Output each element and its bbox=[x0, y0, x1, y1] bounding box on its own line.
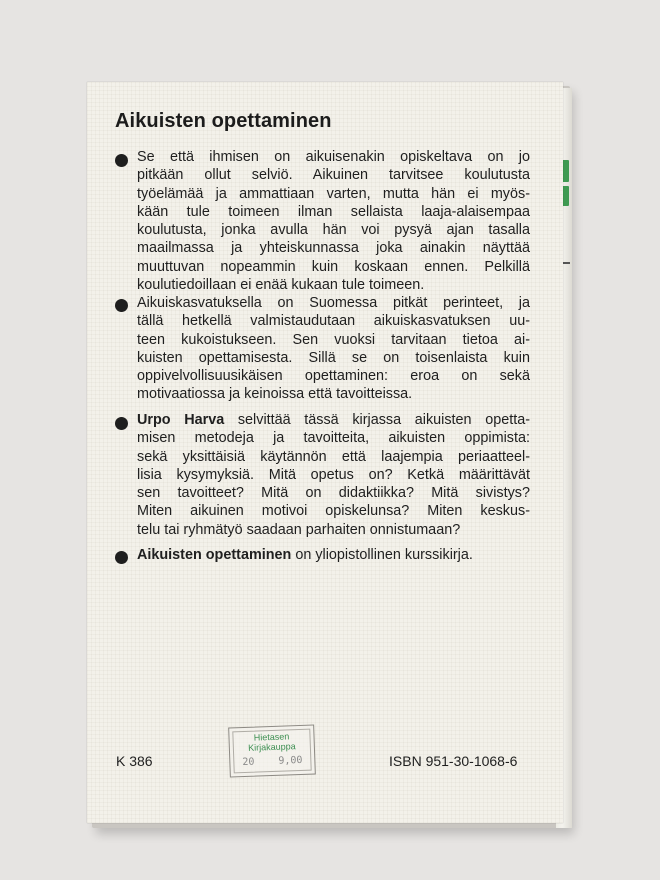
text-line: telu tai ryhmätyö saadaan parhaiten onnistumaan? bbox=[137, 521, 461, 538]
text-line: oppivelvollisuusikäisen opettaminen: eroa on sekä bbox=[137, 368, 530, 385]
text-line: kään tule toimeen ilman sellaista laaja-alaisempaa bbox=[137, 203, 530, 220]
text-line: misen metodeja ja tavoitteita, aikuisten oppimista: bbox=[137, 430, 530, 447]
text-line: lisia kysymyksiä. Mitä opetus on? Ketkä määrittävät bbox=[137, 466, 530, 483]
text-line: koulutusta, jonka avulla hän voi pysyä ajan tasalla bbox=[137, 222, 530, 239]
text-line: maailmassa ja yhteiskunnassa joka ainakin näyttää bbox=[137, 240, 530, 257]
text-line: motivaatiossa ja keinoissa että tavoitteissa. bbox=[137, 386, 413, 403]
stamp-shop-name: Kirjakauppa bbox=[247, 741, 296, 753]
spine-green-mark bbox=[562, 160, 569, 182]
stamp-price-code: 20 bbox=[242, 756, 255, 769]
author-name: Urpo Harva bbox=[137, 412, 225, 428]
text-line: pitkään ollut selviö. Aikuinen tarvitsee koulutusta bbox=[137, 167, 530, 184]
text-line: teen kukoistukseen. Sen vuoksi tarvitaan tietoa ai- bbox=[137, 331, 530, 348]
text-line: koulutiedoillaan ei enää kukaan tule toimeen. bbox=[137, 277, 425, 294]
text-line: kuisten opettamisesta. Sillä se on toisenlaista kuin bbox=[137, 349, 530, 366]
paragraph-3 bbox=[137, 411, 530, 539]
text-line: muuttuvan nopeammin kuin koskaan ennen. Pelkillä bbox=[137, 258, 530, 275]
book-title: Aikuisten opettaminen bbox=[115, 110, 332, 132]
text-run: on yliopistollinen kurssikirja. bbox=[291, 547, 473, 563]
bookshop-stamp bbox=[228, 725, 316, 778]
bullet-icon bbox=[115, 154, 128, 167]
spine-green-mark bbox=[562, 186, 569, 206]
book-title-inline: Aikuisten opettaminen bbox=[137, 547, 292, 563]
text-line: tällä hetkellä valmistaudutaan aikuiskasvatuksen uu- bbox=[137, 313, 530, 330]
bullet-icon bbox=[115, 551, 128, 564]
paragraph-4 bbox=[137, 546, 530, 564]
series-code: K 386 bbox=[116, 753, 153, 769]
stamp-price: 9,00 bbox=[278, 754, 303, 767]
text-line bbox=[137, 411, 530, 429]
text-run: selvittää tässä kirjassa aikuisten opetta- bbox=[224, 412, 530, 428]
bullet-icon bbox=[115, 299, 128, 312]
text-line bbox=[137, 546, 530, 564]
text-line: Se että ihmisen on aikuisenakin opiskeltava on jo bbox=[137, 149, 530, 165]
isbn: ISBN 951-30-1068-6 bbox=[389, 753, 518, 769]
text-line: Miten aikuinen motivoi opiskelunsa? Miten keskus- bbox=[137, 503, 530, 520]
paragraph-1 bbox=[137, 148, 530, 294]
text-line: työelämää ja ammattiaan varten, mutta hän ei myös- bbox=[137, 185, 530, 202]
text-line: sekä yksittäisiä käytännön että laajempia periaatteel- bbox=[137, 448, 530, 465]
bullet-icon bbox=[115, 417, 128, 430]
text-line: sen tavoitteet? Mitä on didaktiikka? Mitä sivistys? bbox=[137, 485, 530, 502]
paragraph-2 bbox=[137, 294, 530, 404]
text-line: Aikuiskasvatuksella on Suomessa pitkät perinteet, ja bbox=[137, 295, 530, 311]
stamp-shop-name: Hietasen bbox=[253, 731, 290, 743]
